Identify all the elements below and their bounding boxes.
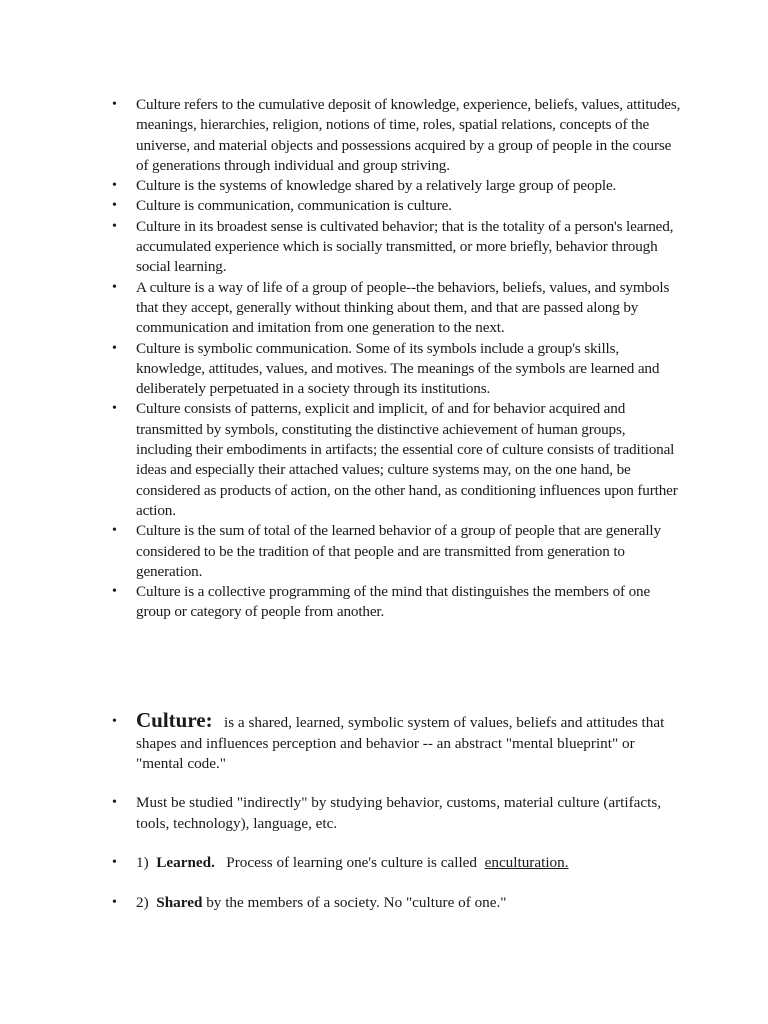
shared-term: Shared <box>156 894 203 911</box>
learned-section <box>0 853 768 874</box>
shared-section <box>0 893 768 914</box>
bullet-icon: • <box>112 178 117 194</box>
bullet-icon: • <box>112 198 117 214</box>
list-item <box>0 196 768 216</box>
list-item <box>0 793 768 834</box>
definition-text: Culture is communication, communication is culture. <box>136 197 452 215</box>
definitions-list <box>0 95 768 623</box>
list-item <box>0 339 768 400</box>
list-item <box>0 582 768 623</box>
list-item <box>0 278 768 339</box>
definition-text: Culture refers to the cumulative deposit of knowledge, experience, beliefs, values, attitudes, meanings, hierarchies, religion, notions of time, roles, spatial relations, concepts of the universe, and material objects and possessions acquired by a group of people in the course of generations through individual and group striving. <box>136 96 681 174</box>
definition-text: Culture is the systems of knowledge shared by a relatively large group of people. <box>136 177 617 195</box>
list-item <box>0 521 768 582</box>
list-item <box>0 217 768 278</box>
definition-text: Culture in its broadest sense is cultivated behavior; that is the totality of a person's learned, accumulated experience which is socially transmitted, or more briefly, behavior through social learning. <box>136 217 674 276</box>
bullet-icon: • <box>112 340 117 356</box>
learned-text: Process of learning one's culture is called <box>226 854 478 871</box>
bullet-icon: • <box>112 584 117 600</box>
definition-text: Culture consists of patterns, explicit and implicit, of and for behavior acquired and transmitted by symbols, constituting the distinctive achievement of human groups, including their embodiments in artifacts; the essential core of culture consists of traditional ideas and especially their attached values; culture systems may, on the one hand, be considered as products of action, on the other hand, as conditioning influences upon further action. <box>136 400 678 519</box>
shared-text: by the members of a society. No "culture of one." <box>206 894 507 911</box>
list-item <box>0 853 768 874</box>
item-number: 1) <box>136 854 149 871</box>
learned-term: Learned. <box>156 854 215 871</box>
list-item <box>0 893 768 914</box>
culture-term: Culture: <box>136 708 213 732</box>
bullet-icon: • <box>112 218 117 234</box>
definition-text: Culture is the sum of total of the learned behavior of a group of people that are generally considered to be the tradition of that people and are transmitted from generation to generation. <box>136 522 661 580</box>
definition-text: Culture is symbolic communication. Some of its symbols include a group's skills, knowledge, attitudes, values, and motives. The meanings of the symbols are learned and deliberately perpetuated in a society through its institutions. <box>136 339 660 398</box>
study-section <box>0 793 768 834</box>
bullet-icon: • <box>112 895 117 910</box>
definition-text: Culture is a collective programming of the mind that distinguishes the members of one group or category of people from another. <box>136 583 651 621</box>
item-number: 2) <box>136 894 149 911</box>
bullet-icon: • <box>112 401 117 417</box>
list-item <box>0 399 768 521</box>
enculturation-link[interactable]: enculturation. <box>484 854 569 871</box>
list-item <box>0 708 768 775</box>
bullet-icon: • <box>112 714 117 729</box>
bullet-icon: • <box>112 97 117 112</box>
culture-heading-section <box>0 708 768 775</box>
bullet-icon: • <box>112 855 117 870</box>
study-text: Must be studied "indirectly" by studying behavior, customs, material culture (artifacts, tools, technology), language, etc. <box>136 794 662 832</box>
bullet-icon: • <box>112 523 117 539</box>
bullet-icon: • <box>112 795 117 810</box>
bullet-icon: • <box>112 279 117 295</box>
list-item <box>0 176 768 196</box>
definition-text: A culture is a way of life of a group of people--the behaviors, beliefs, values, and symbols that they accept, generally without thinking about them, and that are passed along by communication and imitation from one generation to the next. <box>136 278 670 337</box>
culture-definition: is a shared, learned, symbolic system of values, beliefs and attitudes that shapes and influences perception and behavior -- an abstract "mental blueprint" or "mental code." <box>136 714 665 772</box>
list-item <box>0 95 768 176</box>
